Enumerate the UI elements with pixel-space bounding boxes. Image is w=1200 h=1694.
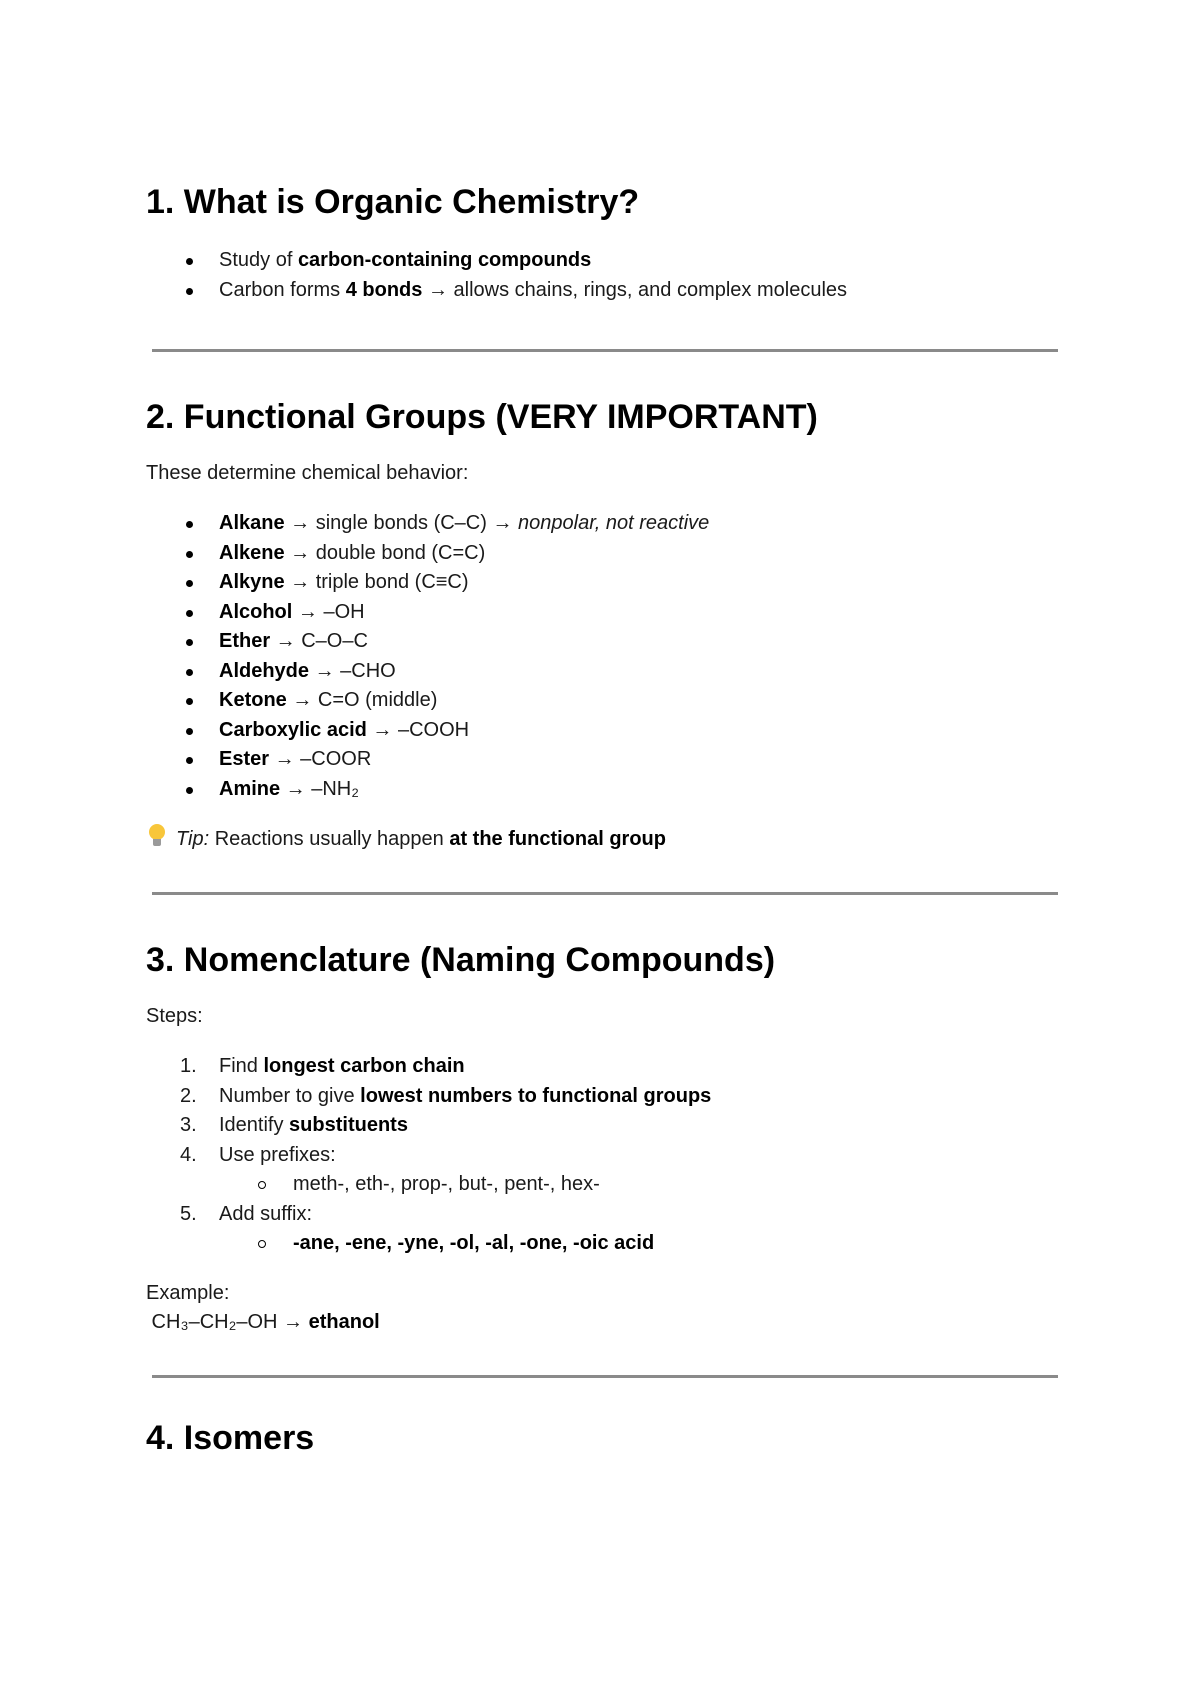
lightbulb-icon [146,824,168,848]
section-4-heading: 4. Isomers [146,1418,315,1457]
section-2-intro: These determine chemical behavior: [146,462,469,484]
functional-groups-list [146,509,1066,804]
section-2-heading: 2. Functional Groups (VERY IMPORTANT) [146,398,818,436]
list-item: Ester → –COOR [146,745,1066,775]
section-divider [152,892,1058,895]
list-item: Aldehyde → –CHO [146,657,1066,687]
list-item: Alcohol → –OH [146,598,1066,628]
list-item: -ane, -ene, -yne, -ol, -al, -one, -oic acid [146,1229,1066,1259]
example-line: CH₃–CH₂–OH → ethanol [146,1310,380,1333]
list-item: Alkene → double bond (C=C) [146,539,1066,569]
list-item: 2. Number to give lowest numbers to functional groups [180,1084,712,1107]
list-item: Alkyne → triple bond (C≡C) [146,568,1066,598]
section-1-list [146,246,1066,305]
list-item: 3. Identify substituents [180,1114,408,1136]
list-item: Ether → C–O–C [146,627,1066,657]
suffix-sublist [146,1229,1066,1259]
list-item: Carboxylic acid → –COOH [146,716,1066,746]
list-item: Alkane → single bonds (C–C) → nonpolar, not reactive [146,509,1066,539]
list-item: 4. Use prefixes: [180,1143,336,1166]
document-page [146,180,1066,1460]
section-1-heading: 1. What is Organic Chemistry? [146,183,640,221]
section-3-intro: Steps: [146,1005,203,1027]
prefix-sublist [146,1170,1066,1200]
section-divider [152,349,1058,352]
example-label: Example: [146,1281,230,1304]
list-item: Ketone → C=O (middle) [146,686,1066,716]
section-divider [152,1375,1058,1378]
list-item: Carbon forms 4 bonds → allows chains, rings, and complex molecules [146,276,1066,306]
naming-steps-list [146,1052,1066,1170]
list-item: meth-, eth-, prop-, but-, pent-, hex- [146,1170,1066,1200]
list-item: 5. Add suffix: [180,1202,313,1225]
list-item: Amine → –NH₂ [146,775,1066,805]
list-item: Study of carbon-containing compounds [146,246,1066,276]
tip-paragraph: Tip: Reactions usually happen at the functional group [146,824,1066,854]
section-3-heading: 3. Nomenclature (Naming Compounds) [146,941,776,979]
list-item: 1. Find longest carbon chain [180,1055,465,1077]
naming-steps-list-cont [146,1200,1066,1230]
